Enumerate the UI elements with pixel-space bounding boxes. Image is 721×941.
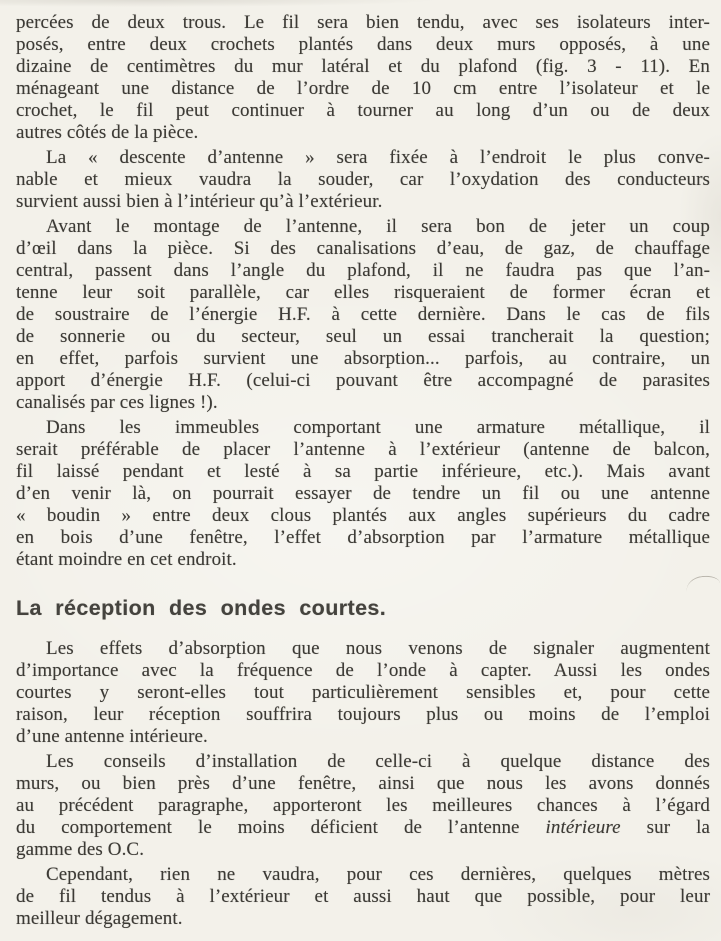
text-line: Cependant, rien ne vaudra, pour ces dernières, quelques mètres <box>46 864 710 885</box>
text-line: central, passent dans l’angle du plafond, il ne faudra pas que l’an- <box>16 260 710 281</box>
paragraph <box>16 751 710 861</box>
text-line: fil laissé pendant et lesté à sa partie inférieure, etc.). Mais avant <box>16 461 710 482</box>
text-line: « boudin » entre deux clous plantés aux angles supérieurs du cadre <box>16 505 710 526</box>
paragraph <box>16 417 710 571</box>
paragraph <box>16 216 710 414</box>
text-line: Dans les immeubles comportant une armature métallique, il <box>46 417 710 438</box>
paragraph <box>16 147 710 213</box>
text-line: dizaine de centimètres du mur latéral et du plafond (fig. 3 - 11). En <box>16 56 710 77</box>
text-line: survient aussi bien à l’intérieur qu’à l’extérieur. <box>16 191 383 212</box>
text-line: serait préférable de placer l’antenne à l’extérieur (antenne de balcon, <box>16 439 710 460</box>
text-line: d’importance avec la fréquence de l’onde à capter. Aussi les ondes <box>16 660 710 681</box>
italic-text-segment: intérieure <box>545 817 621 838</box>
paragraph <box>16 638 710 748</box>
text-line: Les effets d’absorption que nous venons de signaler augmentent <box>46 638 710 659</box>
text-line: crochet, le fil peut continuer à tourner au long d’un ou de deux <box>16 100 710 121</box>
text-line: raison, leur réception souffrira toujours plus ou moins de l’emploi <box>16 704 710 725</box>
text-line: de fil tendus à l’extérieur et aussi haut que possible, pour leur <box>16 886 710 907</box>
text-segment: du comportement le moins déficient de l’antenne <box>16 817 546 838</box>
text-line: en effet, parfois survient une absorption... parfois, au contraire, un <box>16 348 710 369</box>
text-line: apport d’énergie H.F. (celui-ci pouvant être accompagné de parasites <box>16 370 710 391</box>
paragraph <box>16 864 710 930</box>
section-heading: La réception des ondes courtes. <box>16 596 387 620</box>
text-line: de sonnerie ou du secteur, seul un essai trancherait la question; <box>16 326 710 347</box>
text-line: Les conseils d’installation de celle-ci à quelque distance des <box>46 751 710 772</box>
text-line: d’en venir là, on pourrait essayer de tendre un fil ou une antenne <box>16 483 710 504</box>
text-line: autres côtés de la pièce. <box>16 122 199 143</box>
text-line: gamme des O.C. <box>16 839 145 860</box>
text-line: meilleur dégagement. <box>16 908 183 929</box>
text-line: de soustraire de l’énergie H.F. à cette dernière. Dans le cas de fils <box>16 304 710 325</box>
text-line: ménageant une distance de l’ordre de 10 cm entre l’isolateur et le <box>16 78 710 99</box>
text-line: étant moindre en cet endroit. <box>16 549 237 570</box>
paragraph <box>16 12 710 144</box>
text-segment: sur la <box>620 817 710 838</box>
text-line: Avant le montage de l’antenne, il sera bon de jeter un coup <box>46 216 710 237</box>
text-line <box>16 817 710 839</box>
text-line: d’œil dans la pièce. Si des canalisations d’eau, de gaz, de chauffage <box>16 238 710 259</box>
text-line: La « descente d’antenne » sera fixée à l’endroit le plus conve- <box>46 147 710 168</box>
text-line: posés, entre deux crochets plantés dans deux murs opposés, à une <box>16 34 710 55</box>
text-line: au précédent paragraphe, apporteront les meilleures chances à l’égard <box>16 795 710 816</box>
text-line: en bois d’une fenêtre, l’effet d’absorption par l’armature métallique <box>16 527 710 548</box>
text-line: nable et mieux vaudra la souder, car l’oxydation des conducteurs <box>16 169 710 190</box>
text-line: canalisés par ces lignes !). <box>16 392 218 413</box>
text-line: tenne leur soit parallèle, car elles risqueraient de former écran et <box>16 282 710 303</box>
scan-hairline-artifact <box>685 574 720 592</box>
text-line: percées de deux trous. Le fil sera bien tendu, avec ses isolateurs inter- <box>16 12 710 33</box>
text-line: d’une antenne intérieure. <box>16 726 208 747</box>
text-line: courtes y seront-elles tout particulièrement sensibles et, pour cette <box>16 682 710 703</box>
text-line: murs, ou bien près d’une fenêtre, ainsi que nous les avons donnés <box>16 773 710 794</box>
